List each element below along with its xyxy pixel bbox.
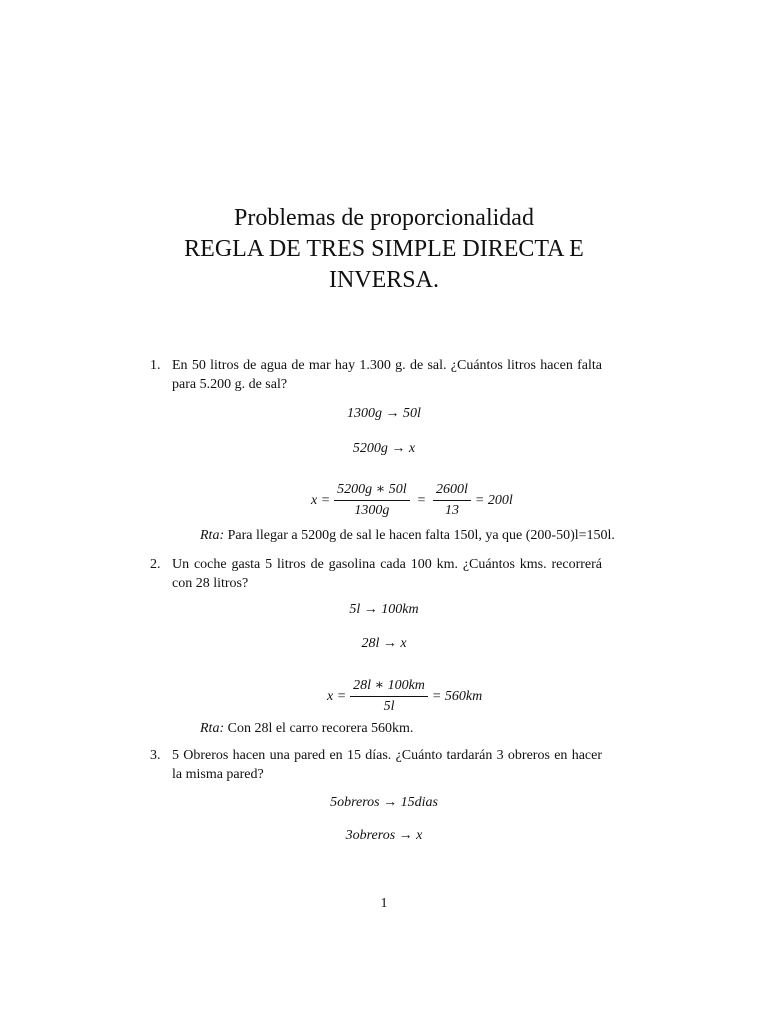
fraction-1 bbox=[334, 482, 409, 519]
problem-2-statement bbox=[150, 555, 602, 593]
fraction-1 bbox=[350, 678, 428, 715]
problem-1-result-equation bbox=[311, 482, 513, 519]
fraction-1-denominator: 1300g bbox=[354, 503, 390, 518]
equals-sign: = bbox=[416, 492, 427, 508]
fraction-2 bbox=[433, 482, 471, 519]
problem-1-number: 1. bbox=[150, 358, 161, 373]
fraction-1-denominator: 5l bbox=[383, 699, 395, 714]
answer-label: Rta: bbox=[200, 528, 225, 543]
fraction-2-numerator: 2600l bbox=[433, 482, 471, 501]
problem-2-answer bbox=[200, 719, 620, 738]
problem-3-number: 3. bbox=[150, 748, 161, 763]
problem-2-text: Un coche gasta 5 litros de gasolina cada 100 km. ¿Cuántos kms. recorrerá con 28 litros? bbox=[172, 557, 602, 591]
problem-2-equation-1: 5l → 100km bbox=[349, 602, 419, 617]
problem-3-text: 5 Obreros hacen una pared en 15 días. ¿Cuánto tardarán 3 obreros en hacer la misma pared? bbox=[172, 748, 602, 782]
problem-1-equation-1: 1300g → 50l bbox=[347, 406, 421, 421]
problem-2-result-equation bbox=[327, 678, 482, 715]
problem-3-statement bbox=[150, 746, 602, 784]
problem-1-statement bbox=[150, 356, 602, 394]
problem-2-number: 2. bbox=[150, 557, 161, 572]
answer-text: Con 28l el carro recorera 560km. bbox=[227, 721, 414, 736]
result-rhs: = 200l bbox=[474, 492, 513, 508]
result-rhs: = 560km bbox=[431, 688, 483, 704]
problem-3-equation-2: 3obreros → x bbox=[345, 828, 423, 843]
problem-1-answer bbox=[200, 526, 620, 545]
result-lhs: x = bbox=[327, 688, 347, 704]
problem-1-text: En 50 litros de agua de mar hay 1.300 g. de sal. ¿Cuántos litros hacen falta para 5.200 g. de sal? bbox=[172, 358, 602, 392]
document-title bbox=[0, 203, 768, 296]
answer-label: Rta: bbox=[200, 721, 225, 736]
title-line-3: INVERSA. bbox=[328, 267, 439, 293]
fraction-2-denominator: 13 bbox=[444, 503, 459, 518]
fraction-1-numerator: 5200g ∗ 50l bbox=[334, 482, 409, 501]
problem-3-equation-1: 5obreros → 15dias bbox=[330, 795, 438, 810]
problem-2-equation-2: 28l → x bbox=[361, 636, 407, 651]
fraction-1-numerator: 28l ∗ 100km bbox=[350, 678, 428, 697]
answer-text: Para llegar a 5200g de sal le hacen falta 150l, ya que (200-50)l=150l. bbox=[227, 528, 615, 543]
title-line-1: Problemas de proporcionalidad bbox=[234, 205, 534, 231]
page-number: 1 bbox=[380, 896, 388, 911]
result-lhs: x = bbox=[311, 492, 331, 508]
problem-1-equation-2: 5200g → x bbox=[352, 441, 416, 456]
title-line-2: REGLA DE TRES SIMPLE DIRECTA E bbox=[184, 236, 584, 262]
